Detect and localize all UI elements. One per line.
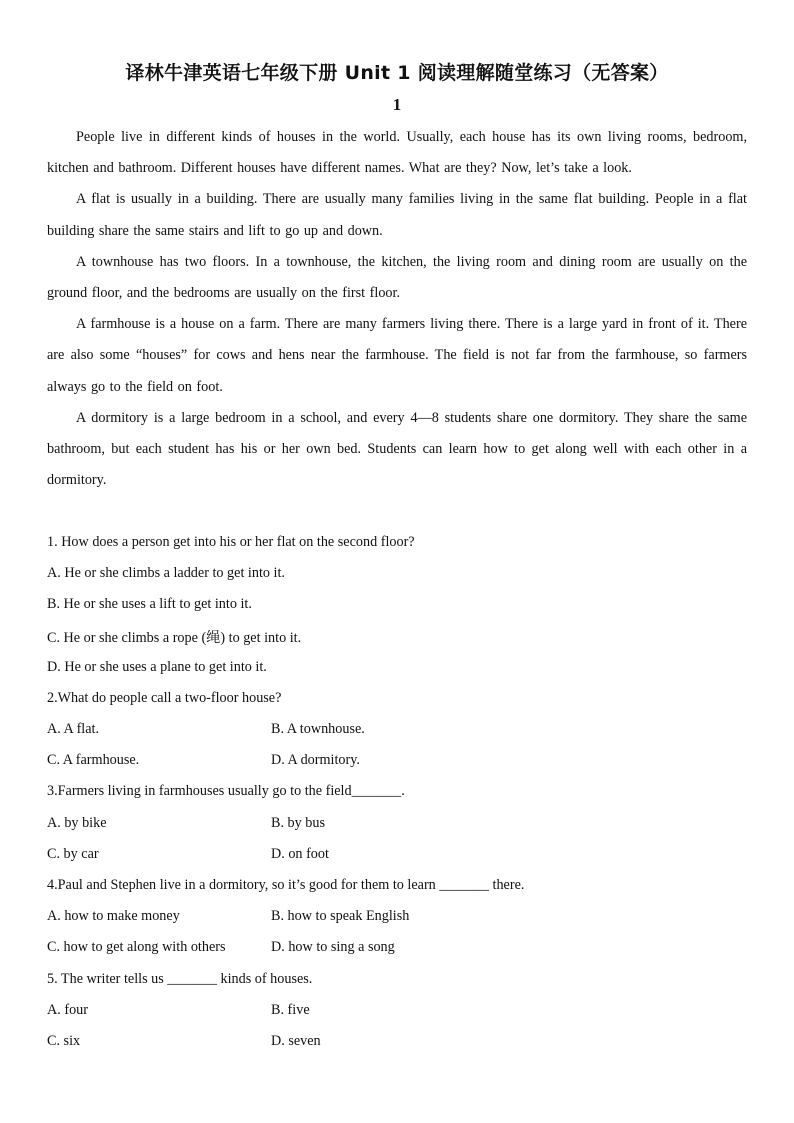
reading-passage <box>47 122 747 496</box>
question-stem: 5. The writer tells us _______ kinds of houses. <box>47 971 313 987</box>
answer-option: A. by bike <box>47 815 107 831</box>
passage-paragraph: A dormitory is a large bedroom in a school, and every 4—8 students share one dormitory. They share the same bathroom, but each student has his or her own bed. Students can learn how to get along well with each other in a dormitory. <box>47 409 747 489</box>
question-stem: 3.Farmers living in farmhouses usually go to the field_______. <box>47 783 405 799</box>
answer-option: A. how to make money <box>47 908 180 924</box>
answer-option: B. He or she uses a lift to get into it. <box>47 596 252 612</box>
answer-option: B. five <box>271 1002 310 1018</box>
answer-option: D. A dormitory. <box>271 752 360 768</box>
answer-option: C. by car <box>47 846 99 862</box>
answer-option: C. how to get along with others <box>47 939 226 955</box>
question-stem: 1. How does a person get into his or her flat on the second floor? <box>47 534 415 550</box>
answer-option: A. four <box>47 1002 88 1018</box>
answer-option: C. six <box>47 1033 81 1049</box>
answer-option: C. He or she climbs a rope (绳) to get into it. <box>47 630 302 646</box>
answer-option: D. how to sing a song <box>271 939 395 955</box>
passage-paragraph: A flat is usually in a building. There are usually many families living in the same flat building. People in a flat building share the same stairs and lift to go up and down. <box>47 191 747 239</box>
answer-option: A. He or she climbs a ladder to get into it. <box>47 565 285 581</box>
passage-paragraph: People live in different kinds of houses in the world. Usually, each house has its own living rooms, bedroom, kitchen and bathroom. Different houses have different names. What are they? Now, let’s take a look. <box>47 129 747 177</box>
answer-option: C. A farmhouse. <box>47 752 140 768</box>
section-number: 1 <box>392 95 402 114</box>
answer-option: B. how to speak English <box>271 908 410 924</box>
page-title: 译林牛津英语七年级下册 Unit 1 阅读理解随堂练习（无答案） <box>125 62 669 84</box>
passage-paragraph: A townhouse has two floors. In a townhouse, the kitchen, the living room and dining room are usually on the ground floor, and the bedrooms are usually on the first floor. <box>47 253 747 302</box>
answer-option: D. He or she uses a plane to get into it. <box>47 659 267 675</box>
question-stem: 2.What do people call a two-floor house? <box>47 690 282 706</box>
answer-option: D. on foot <box>271 846 329 862</box>
answer-option: D. seven <box>271 1033 321 1049</box>
answer-option: A. A flat. <box>47 721 100 737</box>
question-stem: 4.Paul and Stephen live in a dormitory, so it’s good for them to learn _______ there. <box>47 877 525 893</box>
answer-option: B. A townhouse. <box>271 721 365 737</box>
passage-paragraph: A farmhouse is a house on a farm. There are many farmers living there. There is a large yard in front of it. There are also some “houses” for cows and hens near the farmhouse. The field is not far from the farmhouse, so farmers always go to the field on foot. <box>47 316 747 395</box>
answer-option: B. by bus <box>271 815 325 831</box>
